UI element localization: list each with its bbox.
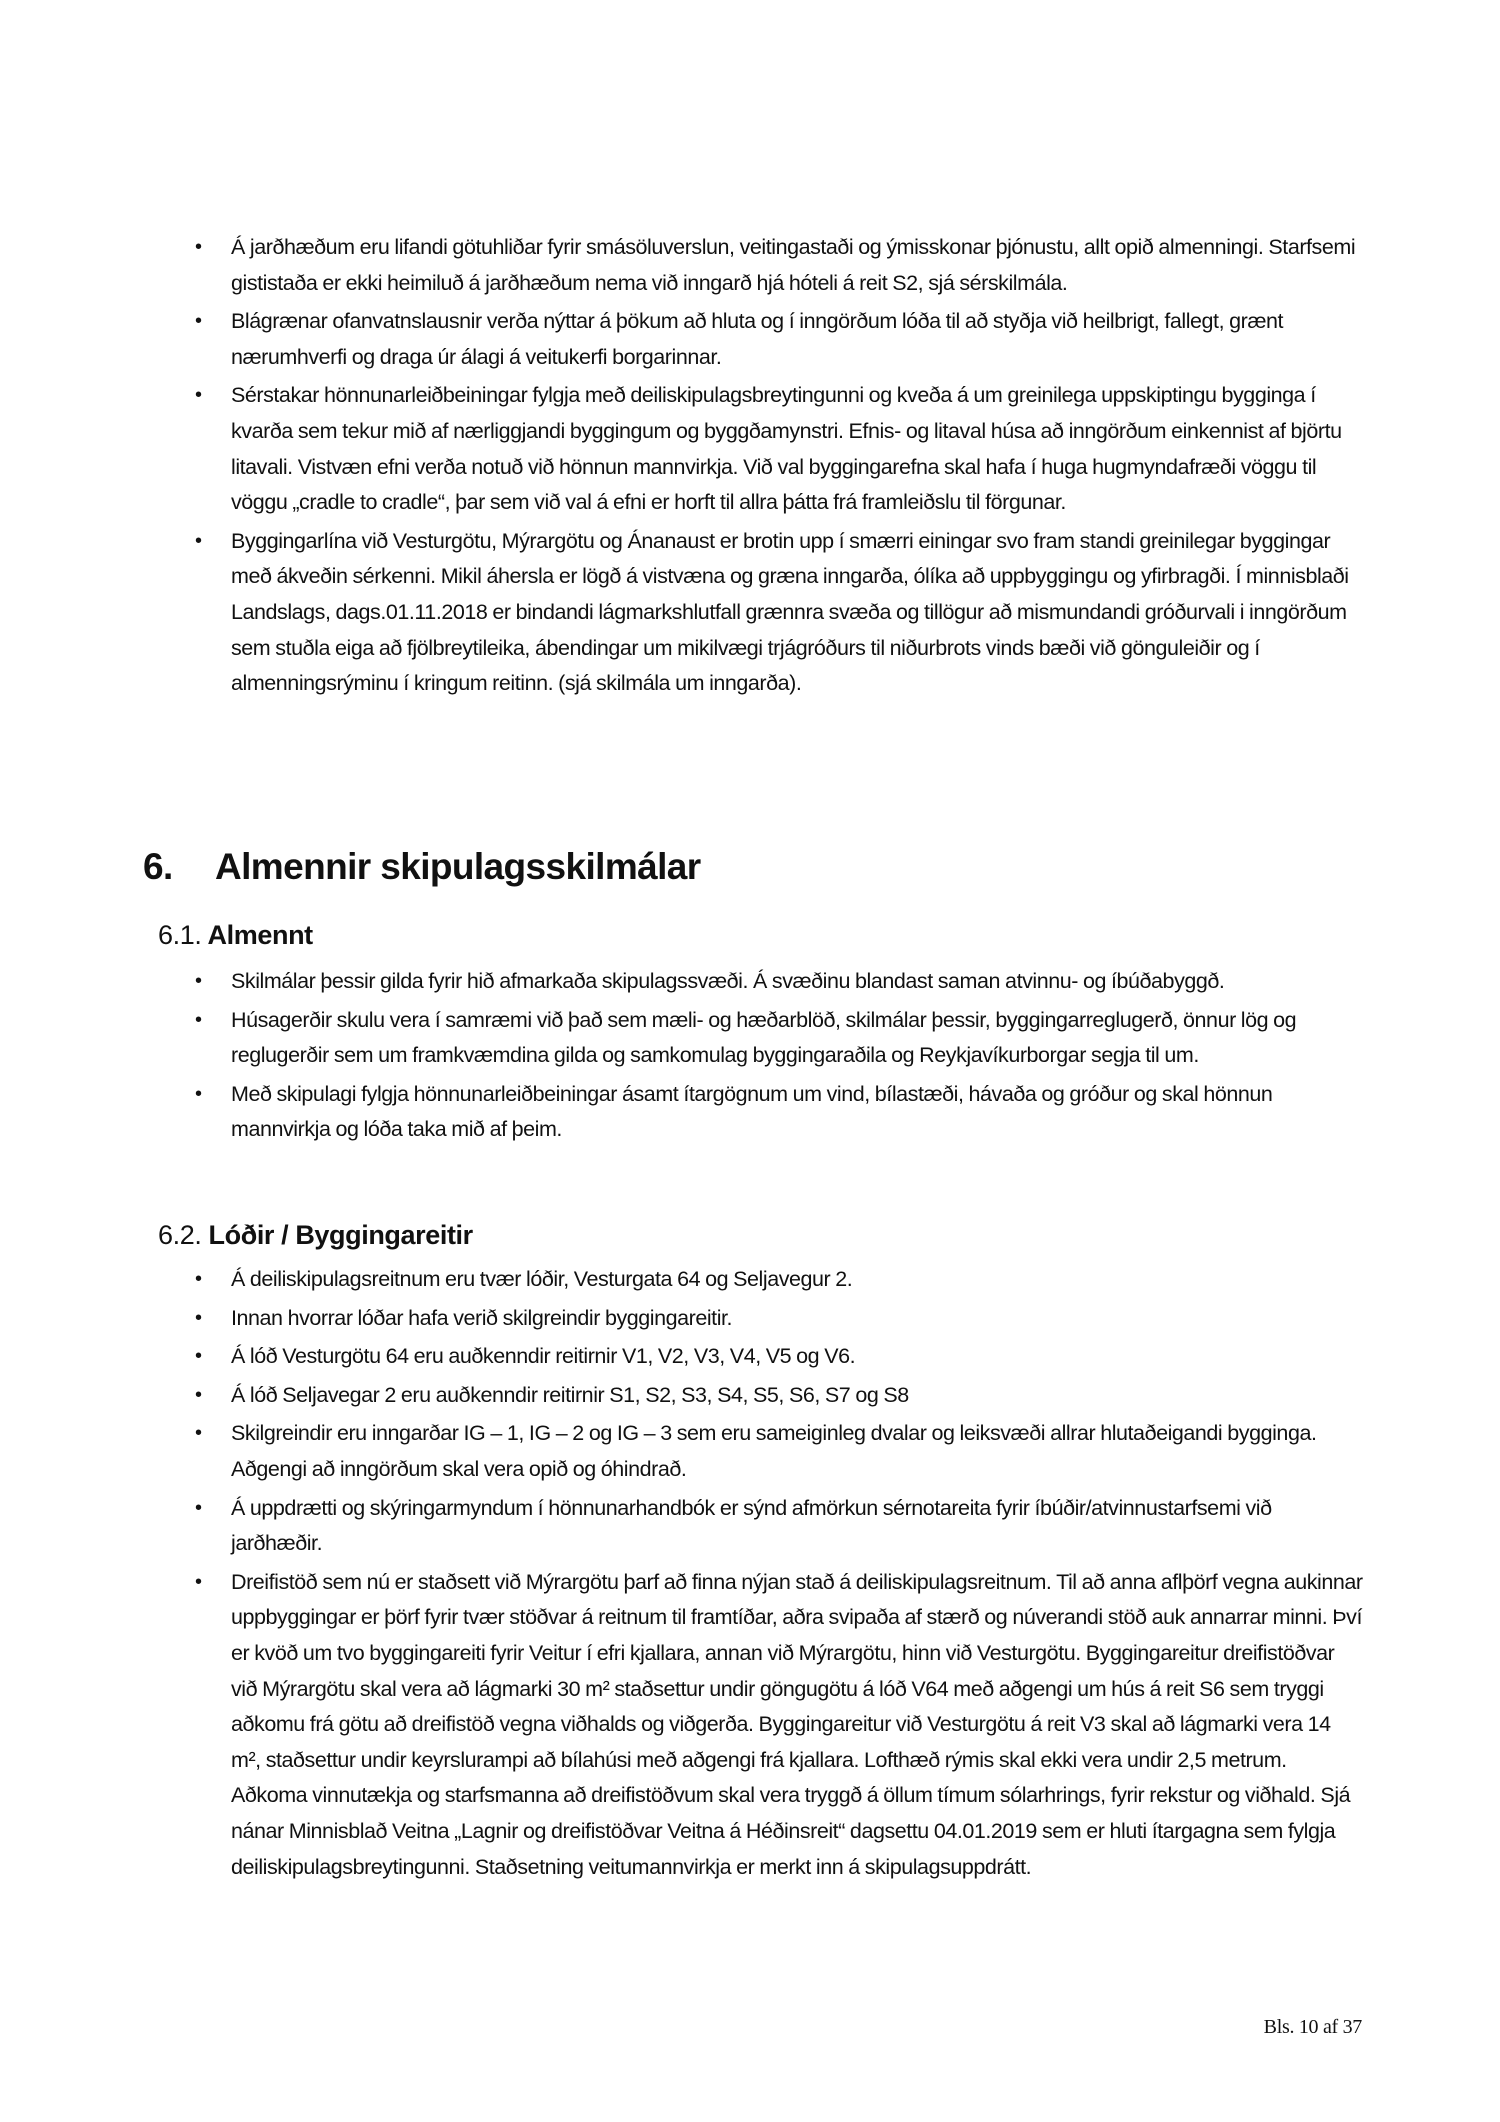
list-item-text: Sérstakar hönnunarleiðbeiningar fylgja með deiliskipulagsbreytingunni og kveða á um greinilega uppskiptingu bygginga í kvarða sem tekur mið af nærliggjandi byggingum og byggðamynstri. Efnis- og litaval húsa að inngörðum einkennist af björtu litavali. Vistvæn efni verða notuð við hönnun mannvirkja. Við val byggingarefna skal hafa í huga hugmyndafræði vöggu til vöggu „cradle to cradle“, þar sem við val á efni er horft til allra þátta frá framleiðslu til förgunar.	[231, 383, 1342, 515]
subsection-title: Lóðir / Byggingareitir	[208, 1220, 473, 1250]
lodir-bullet-list	[195, 1262, 1365, 1885]
subsection-heading-6-2	[158, 1220, 473, 1251]
bullet-icon: •	[195, 1268, 202, 1290]
list-item	[195, 230, 1365, 301]
list-item	[195, 1491, 1365, 1562]
list-item	[195, 304, 1365, 375]
list-item-text: Blágrænar ofanvatnslausnir verða nýttar á þökum að hluta og í inngörðum lóða til að styðja við heilbrigt, fallegt, grænt nærumhverfi og draga úr álagi á veitukerfi borgarinnar.	[231, 309, 1284, 369]
almennt-bullet-list	[195, 964, 1365, 1148]
list-item-text: Húsagerðir skulu vera í samræmi við það sem mæli- og hæðarblöð, skilmálar þessir, byggingarreglugerð, önnur lög og reglugerðir sem um framkvæmdina gilda og samkomulag byggingaraðila og Reykjavíkurborgar segja til um.	[231, 1007, 1297, 1068]
intro-bullet-list	[195, 230, 1365, 702]
list-item-text: Á jarðhæðum eru lifandi götuhliðar fyrir smásöluverslun, veitingastaði og ýmisskonar þjónustu, allt opið almenningi. Starfsemi gististaða er ekki heimiluð á jarðhæðum nema við inngarð hjá hóteli á reit S2, sjá sérskilmála.	[231, 235, 1356, 295]
bullet-icon: •	[195, 384, 202, 407]
list-item-text: Með skipulagi fylgja hönnunarleiðbeiningar ásamt ítargögnum um vind, bílastæði, hávaða og gróður og skal hönnun mannvirkja og lóða taka mið af þeim.	[231, 1081, 1273, 1142]
list-item	[195, 1003, 1365, 1074]
list-item-text: Dreifistöð sem nú er staðsett við Mýrargötu þarf að finna nýjan stað á deiliskipulagsreitnum. Til að anna aflþörf vegna aukinnar uppbyggingar er þörf fyrir tvær stöðvar á reitnum til framtíðar, aðra svipaða af stærð og núverandi stöð auk annarrar minni. Því er kvöð um tvo byggingareiti fyrir Veitur í efri kjallara, annan við Mýrargötu, hinn við Vesturgötu. Byggingareitur dreifistöðvar við Mýrargötu skal vera að lágmarki 30 m² staðsettur undir göngugötu á lóð V64 með aðgengi um hús á reit S6 sem tryggi aðkomu frá götu að dreifistöð vegna viðhalds og viðgerða. Byggingareitur við Vesturgötu á reit V3 skal að lágmarki vera 14 m², staðsettur undir keyrslurampi að bílahúsi með aðgengi frá kjallara. Lofthæð rýmis skal ekki vera undir 2,5 metrum. Aðkoma vinnutækja og starfsmanna að dreifistöðvum skal vera tryggð á öllum tímum sólarhrings, fyrir rekstur og viðhald. Sjá nánar Minnisblað Veitna „Lagnir og dreifistöðvar Veitna á Héðinsreit“ dagsettu 04.01.2019 sem er hluti ítargagna sem fylgja deiliskipulagsbreytingunni. Staðsetning veitumannvirkja er merkt inn á skipulagsuppdrátt.	[231, 1569, 1363, 1879]
bullet-icon: •	[195, 236, 202, 258]
list-item	[195, 1339, 1365, 1375]
bullet-icon: •	[195, 1008, 202, 1031]
list-item-text: Á uppdrætti og skýringarmyndum í hönnunarhandbók er sýnd afmörkun sérnotareita fyrir íbúðir/atvinnustarfsemi við jarðhæðir.	[231, 1495, 1272, 1556]
list-item	[195, 1077, 1365, 1148]
bullet-icon: •	[195, 1496, 202, 1519]
list-item-text: Skilmálar þessir gilda fyrir hið afmarkaða skipulagssvæði. Á svæðinu blandast saman atvinnu- og íbúðabyggð.	[231, 969, 1225, 993]
subsection-number: 6.1.	[158, 920, 202, 950]
list-item	[195, 1301, 1365, 1337]
section-number: 6.	[143, 846, 173, 887]
bullet-icon: •	[195, 970, 202, 992]
list-item	[195, 1262, 1365, 1298]
bullet-icon: •	[195, 1345, 202, 1368]
list-item-text: Innan hvorrar lóðar hafa verið skilgreindir byggingareitir.	[231, 1305, 733, 1330]
bullet-icon: •	[195, 1422, 202, 1445]
bullet-icon: •	[195, 529, 202, 552]
list-item-text: Á lóð Seljavegar 2 eru auðkenndir reitirnir S1, S2, S3, S4, S5, S6, S7 og S8	[231, 1382, 909, 1407]
list-item	[195, 378, 1365, 520]
list-item	[195, 964, 1365, 1000]
subsection-title: Almennt	[207, 920, 313, 950]
bullet-icon: •	[195, 1306, 202, 1329]
list-item	[195, 1565, 1365, 1885]
bullet-icon: •	[195, 310, 202, 333]
subsection-number: 6.2.	[158, 1220, 202, 1250]
list-item	[195, 1378, 1365, 1414]
section-title: Almennir skipulagsskilmálar	[215, 846, 701, 887]
bullet-icon: •	[195, 1082, 202, 1105]
list-item-text: Á lóð Vesturgötu 64 eru auðkenndir reitirnir V1, V2, V3, V4, V5 og V6.	[231, 1344, 856, 1369]
list-item	[195, 524, 1365, 702]
page-number: Bls. 10 af 37	[1263, 2016, 1362, 2038]
list-item-text: Á deiliskipulagsreitnum eru tvær lóðir, Vesturgata 64 og Seljavegur 2.	[231, 1267, 853, 1291]
bullet-icon: •	[195, 1570, 202, 1593]
list-item-text: Skilgreindir eru inngarðar IG – 1, IG – 2 og IG – 3 sem eru sameiginleg dvalar og leiksvæði allrar hlutaðeigandi bygginga. Aðgengi að inngörðum skal vera opið og óhindrað.	[231, 1421, 1317, 1481]
bullet-icon: •	[195, 1383, 202, 1406]
section-heading	[143, 846, 701, 888]
list-item-text: Byggingarlína við Vesturgötu, Mýrargötu og Ánanaust er brotin upp í smærri einingar svo fram standi greinilegar byggingar með ákveðin sérkenni. Mikil áhersla er lögð á vistvæna og græna inngarða, ólíka að uppbyggingu og yfirbragði. Í minnisblaði Landslags, dags.01.11.2018 er bindandi lágmarkshlutfall grænnra svæða og tillögur að mismundandi gróðurvali i inngörðum sem stuðla eiga að fjölbreytileika, ábendingar um mikilvægi trjágróðurs til niðurbrots vinds bæði við gönguleiðir og í almenningsrýminu í kringum reitinn. (sjá skilmála um inngarða).	[231, 528, 1349, 696]
list-item	[195, 1416, 1365, 1487]
subsection-heading-6-1	[158, 920, 313, 951]
